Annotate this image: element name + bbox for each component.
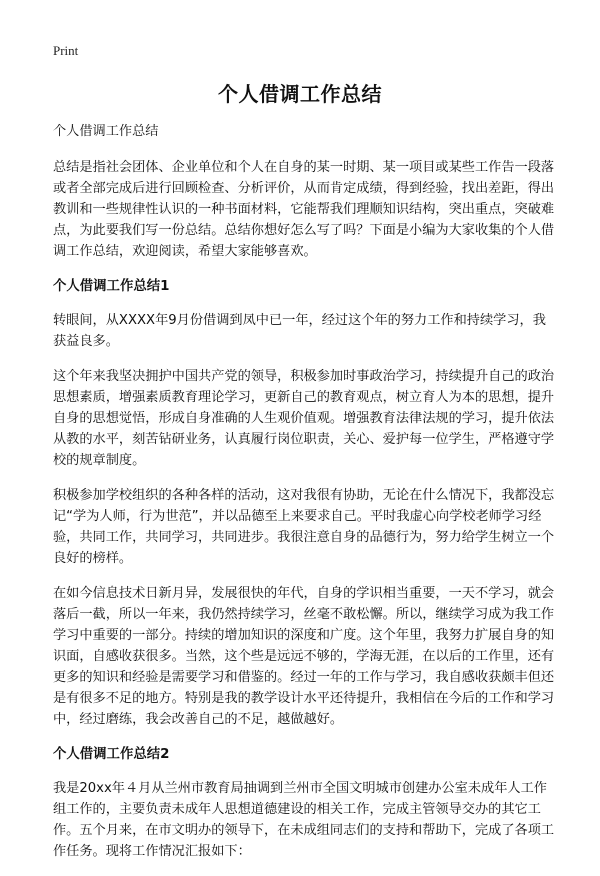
section-heading-1: 个人借调工作总结1 [53, 279, 170, 294]
section2-paragraph-1: 我是20xx年４月从兰州市教育局抽调到兰州市全国文明城市创建办公室未成年人工作组工作的，主要负责未成年人思想道德建设的相关工作，完成主管领导交办的其它工作。五个月来，在市文明办的领导下，在未成组同志们的支持和帮助下，完成了各项工作任务。现将工作情况汇报如下： [53, 781, 555, 859]
section-heading-2: 个人借调工作总结2 [53, 747, 170, 762]
section1-paragraph-1: 转眼间，从XXXX年9月份借调到凤中已一年，经过这个年的努力工作和持续学习，我获益良多。 [53, 313, 546, 349]
section1-paragraph-2: 这个年来我坚决拥护中国共产党的领导，积极参加时事政治学习，持续提升自己的政治思想素质，增强素质教育理论学习，更新自己的教育观点，树立育人为本的思想，提升自身的思想觉悟，形成自身准确的人生观价值观。增强教育法律法规的学习，提升依法从教的水平，刻苦钻研业务，认真履行岗位职责，关心、爱护每一位学生，严格遵守学校的规章制度。 [53, 369, 555, 468]
section1-paragraph-3: 积极参加学校组织的各种各样的活动，这对我很有协助，无论在什么情况下，我都没忘记“学为人师，行为世范”，并以品德至上来要求自己。平时我虚心向学校老师学习经验，共同工作，共同学习，共同进步。我很注意自身的品德行为，努力给学生树立一个良好的榜样。 [53, 488, 555, 566]
article-body [53, 121, 558, 876]
intro-paragraph: 总结是指社会团体、企业单位和个人在自身的某一时期、某一项目或某些工作告一段落或者全部完成后进行回顾检查、分析评价，从而肯定成绩，得到经验，找出差距，得出教训和一些规律性认识的一种书面材料，它能帮我们理顺知识结构，突出重点，突破难点，为此要我们写一份总结。总结你想好怎么写了吗？下面是小编为大家收集的个人借调工作总结，欢迎阅读，希望大家能够喜欢。 [53, 160, 555, 259]
print-link[interactable]: Print [53, 43, 79, 58]
section1-paragraph-4: 在如今信息技术日新月异，发展很快的年代，自身的学识相当重要，一天不学习，就会落后一截，所以一年来，我仍然持续学习，丝毫不敢松懈。所以，继续学习成为我工作学习中重要的一部分。持续的增加知识的深度和广度。这个年里，我努力扩展自身的知识面，自感收获很多。当然，这个些是远远不够的，学海无涯，在以后的工作里，还有更多的知识和经验是需要学习和借鉴的。经过一年的工作与学习，我自感收获颇丰但还是有很多不足的地方。特别是我的教学设计水平还待提升，我相信在今后的工作和学习中，经过磨练，我会改善自己的不足，越做越好。 [53, 586, 555, 727]
article-subtitle: 个人借调工作总结 [53, 124, 159, 139]
page-title: 个人借调工作总结 [218, 82, 382, 106]
